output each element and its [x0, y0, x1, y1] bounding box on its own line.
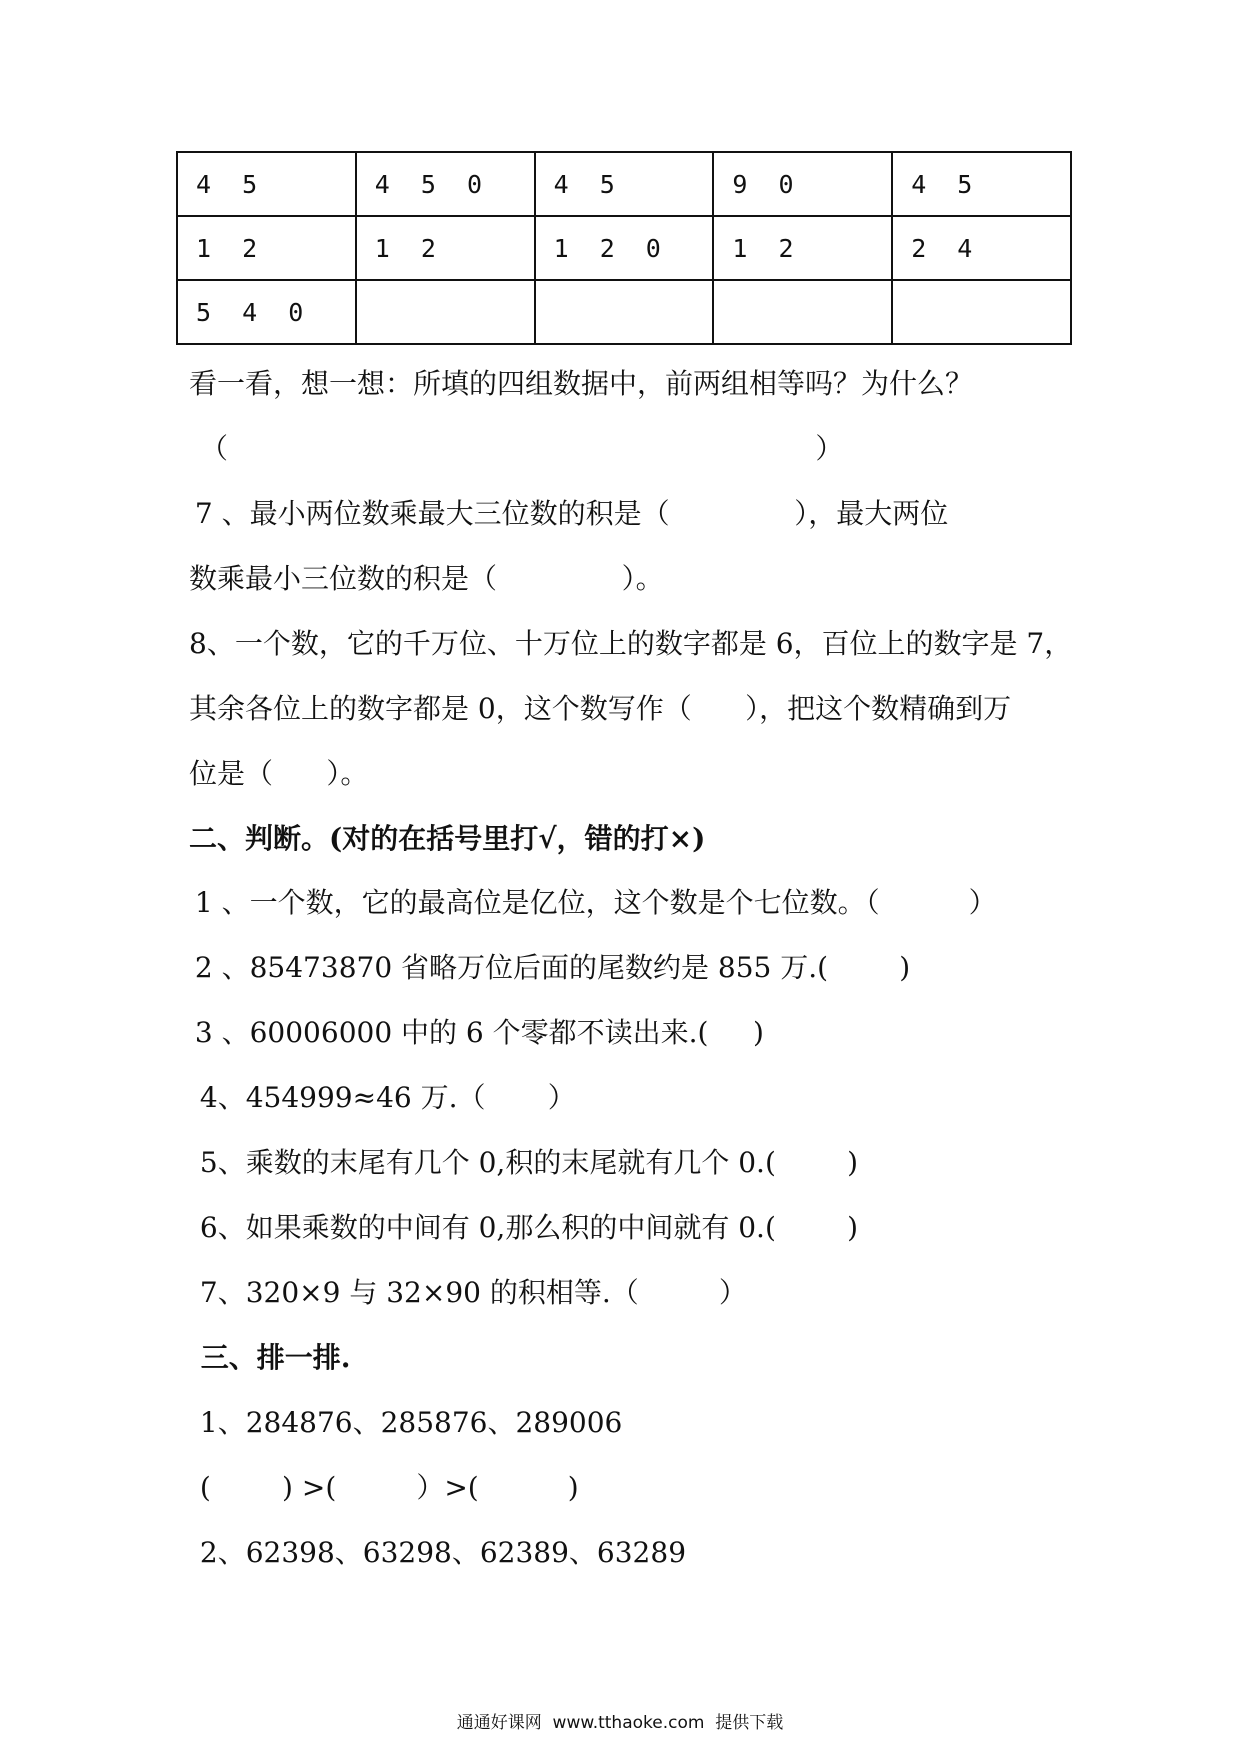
footer-source: 通通好课网 www.tthaoke.com 提供下载	[456, 1713, 784, 1733]
table-cell	[713, 280, 892, 344]
number-table	[176, 151, 1072, 345]
table-cell: 5 4 0	[177, 280, 356, 344]
section-3-title: 三、排一排.	[191, 1341, 351, 1374]
table-cell	[356, 280, 535, 344]
judge-item-3: 3 、60006000 中的 6 个零都不读出来.( )	[186, 1016, 764, 1049]
table-cell: 4 5	[892, 152, 1071, 216]
table-cell: 1 2 0	[535, 216, 714, 280]
table-cell: 1 2	[713, 216, 892, 280]
judge-item-1: 1 、一个数，它的最高位是亿位，这个数是个七位数。（ ）	[186, 886, 997, 919]
question-8-line-3: 位是（ ）。	[189, 757, 369, 790]
table-cell: 9 0	[713, 152, 892, 216]
judge-item-2: 2 、85473870 省略万位后面的尾数约是 855 万.( )	[186, 951, 911, 984]
table-row	[177, 216, 1071, 280]
judge-item-6: 6、如果乘数的中间有 0,那么积的中间就有 0.( )	[191, 1211, 858, 1244]
judge-item-4: 4、454999≈46 万.（ ）	[191, 1081, 576, 1114]
table-row	[177, 152, 1071, 216]
question-look-think: 看一看，想一想：所填的四组数据中，前两组相等吗？为什么？	[189, 367, 974, 400]
sort-item-2: 2、62398、63298、62389、63289	[191, 1536, 687, 1569]
table-cell: 4 5	[535, 152, 714, 216]
section-2-title: 二、判断。(对的在括号里打√，错的打×)	[189, 822, 706, 855]
question-7-line-2: 数乘最小三位数的积是（ ）。	[189, 562, 664, 595]
table-cell	[535, 280, 714, 344]
sort-item-1: 1、284876、285876、289006	[191, 1406, 623, 1439]
table-cell: 1 2	[177, 216, 356, 280]
table-cell	[892, 280, 1071, 344]
table-cell: 2 4	[892, 216, 1071, 280]
question-8-line-2: 其余各位上的数字都是 0，这个数写作（ ），把这个数精确到万	[189, 692, 1012, 725]
judge-item-7: 7、320×9 与 32×90 的积相等.（ ）	[191, 1276, 747, 1309]
question-8-line-1: 8、一个数，它的千万位、十万位上的数字都是 6，百位上的数字是 7，	[189, 627, 1073, 660]
table-cell: 4 5 0	[356, 152, 535, 216]
table-row	[177, 280, 1071, 344]
sort-item-1-answer: ( ) >( ）>( )	[191, 1471, 579, 1504]
table-cell: 4 5	[177, 152, 356, 216]
number-table-body	[177, 152, 1071, 344]
answer-parentheses: （ ）	[200, 432, 844, 465]
judge-item-5: 5、乘数的末尾有几个 0,积的末尾就有几个 0.( )	[191, 1146, 858, 1179]
table-cell: 1 2	[356, 216, 535, 280]
question-7-line-1: 7 、最小两位数乘最大三位数的积是（ ），最大两位	[186, 497, 949, 530]
